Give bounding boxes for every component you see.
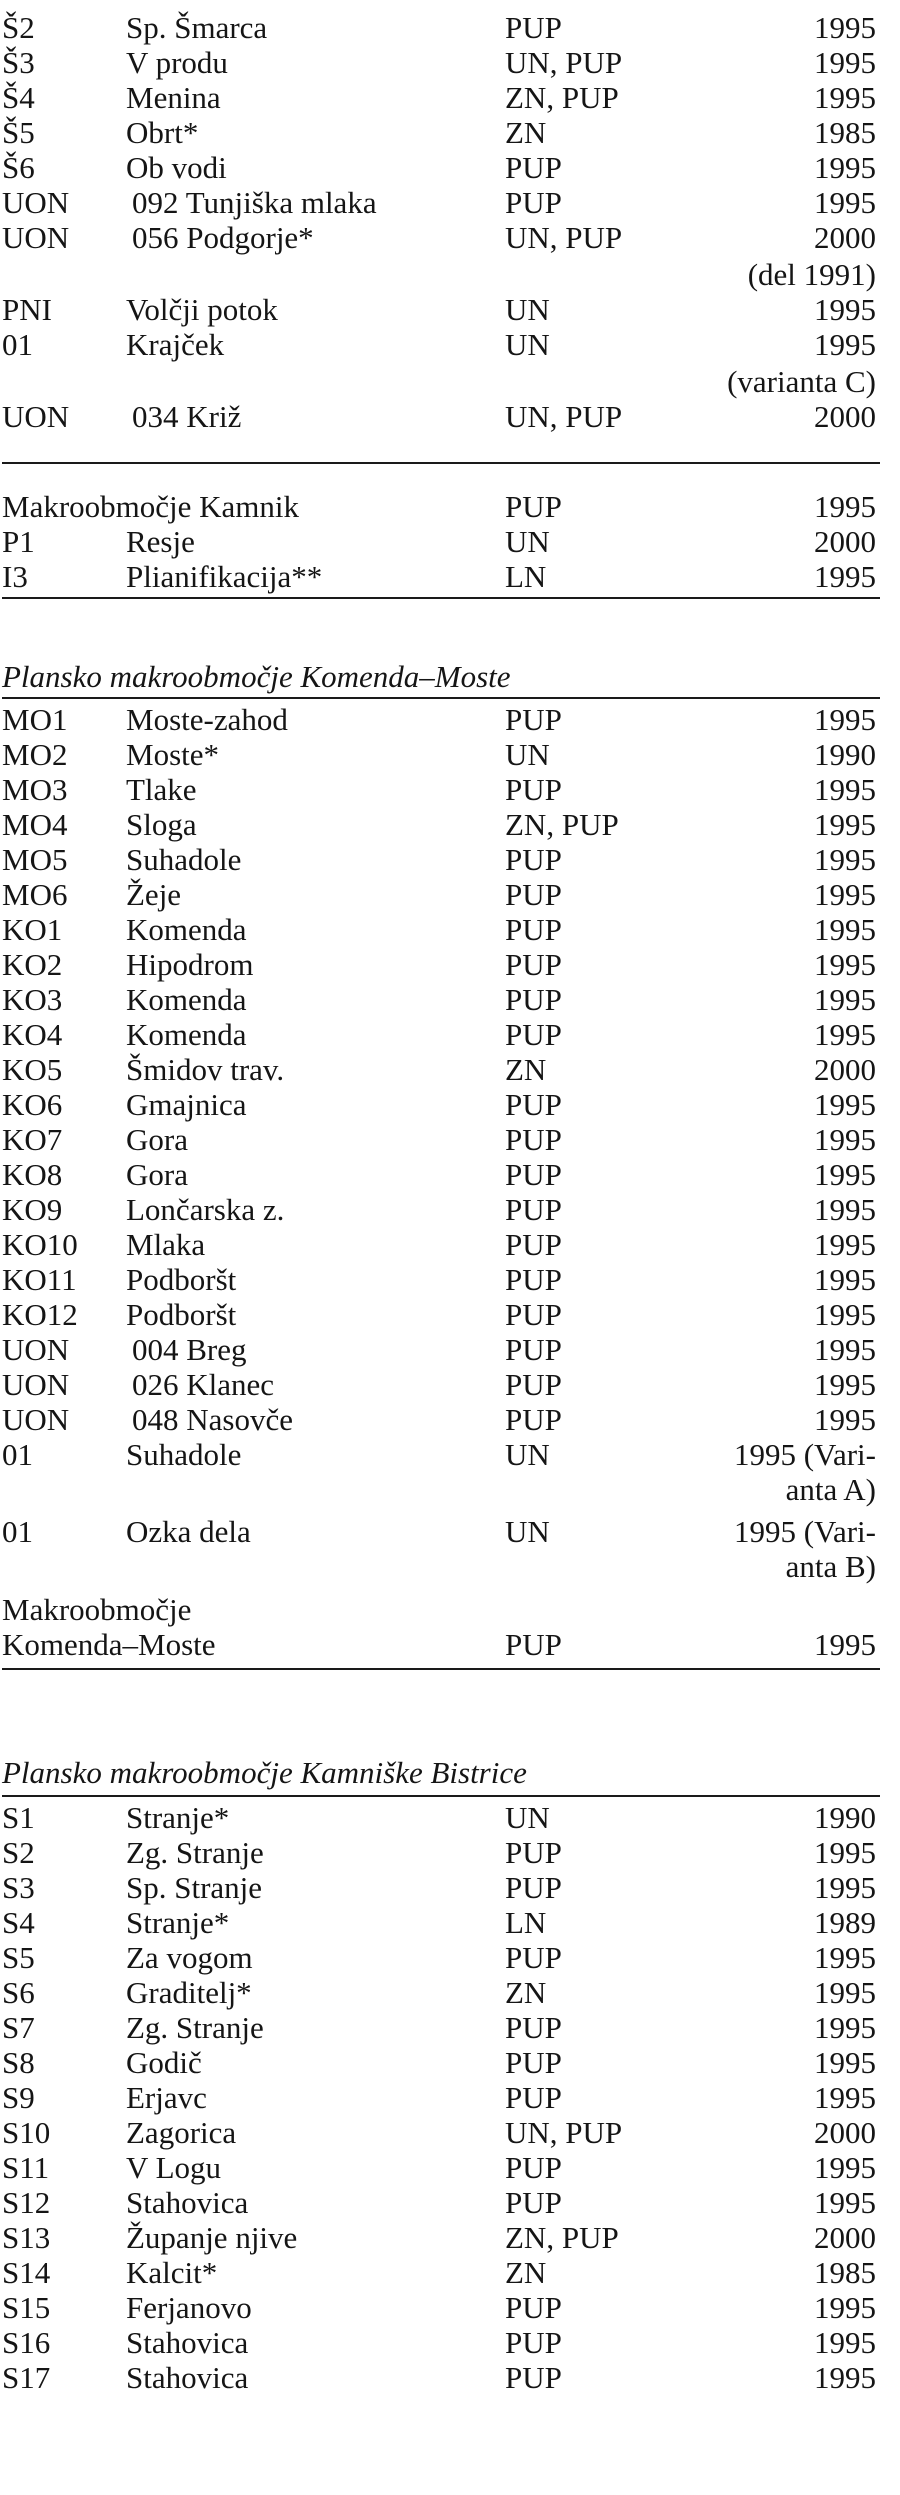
row-year: 1990 [814, 1800, 876, 1835]
row-year: 2000 [814, 399, 876, 434]
table-row [0, 489, 900, 524]
row-year: 1995 [814, 2185, 876, 2220]
table-row [0, 947, 900, 982]
row-code: KO10 [2, 1227, 78, 1262]
row-code: MO2 [2, 737, 68, 772]
row-year: 1995 [814, 80, 876, 115]
row-code: S1 [2, 1800, 35, 1835]
table-row [0, 1262, 900, 1297]
row-year: 1995 [814, 2150, 876, 2185]
table-row [0, 772, 900, 807]
row-code: P1 [2, 524, 35, 559]
row-type: UN, PUP [505, 220, 623, 255]
row-code: S9 [2, 2080, 35, 2115]
table-row [0, 1192, 900, 1227]
row-year: 1995 [814, 982, 876, 1017]
divider [2, 462, 880, 464]
row-name: Resje [126, 524, 195, 559]
row-name: Zagorica [126, 2115, 237, 2150]
row-year: 2000 [814, 220, 876, 255]
table-row [0, 1870, 900, 1905]
row-year: 1995 [814, 842, 876, 877]
table-row [0, 2255, 900, 2290]
table-row [0, 702, 900, 737]
row-year: 1995 [814, 1402, 876, 1437]
row-code: KO6 [2, 1087, 63, 1122]
row-note: anta A) [785, 1472, 876, 1507]
table-row [0, 1402, 900, 1437]
table-row [0, 327, 900, 362]
row-type: PUP [505, 1192, 562, 1227]
table-row [0, 2115, 900, 2150]
row-code: KO3 [2, 982, 63, 1017]
row-code: S10 [2, 2115, 51, 2150]
row-name: Graditelj* [126, 1975, 252, 2010]
row-type: UN [505, 524, 550, 559]
row-type: PUP [505, 2045, 562, 2080]
row-name: Komenda [126, 1017, 247, 1052]
table-row [0, 524, 900, 559]
row-year: 1995 [814, 1367, 876, 1402]
row-year: 2000 [814, 1052, 876, 1087]
row-year: 1985 [814, 115, 876, 150]
row-year: 1995 [814, 772, 876, 807]
row-type: PUP [505, 772, 562, 807]
macro-label-line1: Makroobmočje [2, 1592, 192, 1627]
row-code: S5 [2, 1940, 35, 1975]
row-name: Tlake [126, 772, 197, 807]
table-row [0, 220, 900, 255]
row-name: Makroobmočje Kamnik [2, 489, 300, 524]
table-row [0, 1157, 900, 1192]
row-type: PUP [505, 1297, 562, 1332]
row-code: 01 [2, 1514, 33, 1549]
table-row [0, 1437, 900, 1472]
row-code: KO1 [2, 912, 63, 947]
row-name: Komenda [126, 982, 247, 1017]
row-type: PUP [505, 2150, 562, 2185]
row-code: KO2 [2, 947, 63, 982]
row-name: Stahovica [126, 2325, 249, 2360]
row-type: PUP [505, 2010, 562, 2045]
row-type: PUP [505, 2080, 562, 2115]
row-year: 1995 [814, 1122, 876, 1157]
row-year: 1995 [814, 1835, 876, 1870]
table-row [0, 2185, 900, 2220]
row-code: KO4 [2, 1017, 63, 1052]
row-year: 1995 [814, 1975, 876, 2010]
row-name: Lončarska z. [126, 1192, 285, 1227]
row-code: KO11 [2, 1262, 77, 1297]
row-type: PUP [505, 1627, 562, 1662]
row-code: Š4 [2, 80, 35, 115]
row-year: 2000 [814, 2115, 876, 2150]
table-row [0, 2360, 900, 2395]
row-year: 1995 [814, 1017, 876, 1052]
row-code: MO1 [2, 702, 68, 737]
table-row [0, 2325, 900, 2360]
row-year: 1995 [814, 947, 876, 982]
table-row [0, 1227, 900, 1262]
table-row [0, 2045, 900, 2080]
row-name: Zg. Stranje [126, 1835, 264, 1870]
row-year: 1995 [814, 912, 876, 947]
table-row [0, 1800, 900, 1835]
row-year: 1995 [814, 702, 876, 737]
row-code: UON [2, 185, 70, 220]
heading-rule [2, 697, 880, 699]
table-row [0, 1332, 900, 1367]
row-type: PUP [505, 982, 562, 1017]
section-end-rule [2, 597, 880, 599]
row-year: 2000 [814, 2220, 876, 2255]
row-type: UN, PUP [505, 45, 623, 80]
row-code: S7 [2, 2010, 35, 2045]
table-row [0, 807, 900, 842]
row-code: S11 [2, 2150, 50, 2185]
row-type: PUP [505, 1017, 562, 1052]
row-year: 1995 [814, 45, 876, 80]
row-year: 1995 [814, 2045, 876, 2080]
row-code: MO6 [2, 877, 68, 912]
row-year: 1995 [814, 877, 876, 912]
table-row [0, 2010, 900, 2045]
row-type: UN [505, 1437, 550, 1472]
row-code: MO3 [2, 772, 68, 807]
row-name: Žeje [126, 877, 182, 912]
row-note: (del 1991) [747, 257, 876, 292]
table-row [0, 1122, 900, 1157]
table-row [0, 1017, 900, 1052]
row-type: LN [505, 1905, 547, 1940]
row-code: KO5 [2, 1052, 63, 1087]
row-name: Volčji potok [126, 292, 278, 327]
row-type: UN, PUP [505, 399, 623, 434]
row-code: Š3 [2, 45, 35, 80]
row-code: UON [2, 1402, 70, 1437]
row-name: Podboršt [126, 1262, 237, 1297]
row-year: 1995 [814, 2360, 876, 2395]
row-type: PUP [505, 2360, 562, 2395]
row-name: Stranje* [126, 1800, 230, 1835]
row-code: UON [2, 1332, 70, 1367]
row-code: Š5 [2, 115, 35, 150]
table-row [0, 1627, 900, 1662]
table-row [0, 150, 900, 185]
row-name: Moste* [126, 737, 219, 772]
row-type: UN [505, 1514, 550, 1549]
section-end-rule [2, 1668, 880, 1670]
row-name: Stahovica [126, 2185, 249, 2220]
row-code: S16 [2, 2325, 51, 2360]
row-name: Sp. Stranje [126, 1870, 263, 1905]
row-type: PUP [505, 842, 562, 877]
row-code: KO7 [2, 1122, 63, 1157]
row-year: 1995 [814, 2290, 876, 2325]
row-type: PUP [505, 1835, 562, 1870]
section-heading: Plansko makroobmočje Komenda–Moste [2, 659, 511, 694]
table-row [0, 877, 900, 912]
row-type: PUP [505, 877, 562, 912]
row-type: UN [505, 292, 550, 327]
table-row [0, 2290, 900, 2325]
row-code: S4 [2, 1905, 35, 1940]
row-name: Podboršt [126, 1297, 237, 1332]
row-name: Za vogom [126, 1940, 253, 1975]
row-type: PUP [505, 1332, 562, 1367]
row-name: Erjavc [126, 2080, 207, 2115]
row-type: LN [505, 559, 547, 594]
row-name: Ozka dela [126, 1514, 251, 1549]
table-row [0, 10, 900, 45]
row-type: PUP [505, 185, 562, 220]
row-code: S8 [2, 2045, 35, 2080]
row-name: Suhadole [126, 842, 242, 877]
row-year: 1995 (Vari- [733, 1437, 876, 1472]
table-row [0, 292, 900, 327]
row-code: S17 [2, 2360, 51, 2395]
row-year: 1995 [814, 292, 876, 327]
row-code: S13 [2, 2220, 51, 2255]
table-row [0, 1052, 900, 1087]
row-name: Županje njive [126, 2220, 298, 2255]
row-year: 1995 [814, 1627, 876, 1662]
macro-label-line2: Komenda–Moste [2, 1627, 216, 1662]
row-type: PUP [505, 150, 562, 185]
row-code: S6 [2, 1975, 35, 2010]
heading-rule [2, 1795, 880, 1797]
row-year: 1995 (Vari- [733, 1514, 876, 1549]
row-name: Obrt* [126, 115, 199, 150]
row-name: Gora [126, 1157, 188, 1192]
row-name: V produ [126, 45, 228, 80]
row-name: Plianifikacija** [126, 559, 323, 594]
row-type: PUP [505, 489, 562, 524]
table-row [0, 115, 900, 150]
row-year: 1995 [814, 1087, 876, 1122]
row-name: Komenda [126, 912, 247, 947]
row-name: Sp. Šmarca [126, 10, 268, 45]
table-row [0, 185, 900, 220]
row-type: ZN [505, 115, 547, 150]
row-code: S3 [2, 1870, 35, 1905]
table-row [0, 1514, 900, 1549]
section-heading: Plansko makroobmočje Kamniške Bistrice [2, 1755, 527, 1790]
row-year: 1995 [814, 10, 876, 45]
table-row [0, 2150, 900, 2185]
table-row [0, 982, 900, 1017]
table-row [0, 80, 900, 115]
row-year: 1995 [814, 559, 876, 594]
row-type: PUP [505, 1157, 562, 1192]
row-name: Ferjanovo [126, 2290, 252, 2325]
table-row [0, 842, 900, 877]
row-type: PUP [505, 702, 562, 737]
row-name: Suhadole [126, 1437, 242, 1472]
row-type: PUP [505, 912, 562, 947]
table-row [0, 1905, 900, 1940]
row-name: 048 Nasovče [132, 1402, 293, 1437]
row-year: 1985 [814, 2255, 876, 2290]
table-row [0, 1835, 900, 1870]
row-year: 1995 [814, 1227, 876, 1262]
row-type: PUP [505, 1367, 562, 1402]
row-type: PUP [505, 1940, 562, 1975]
row-type: ZN, PUP [505, 807, 619, 842]
row-year: 1995 [814, 1870, 876, 1905]
row-code: Š6 [2, 150, 35, 185]
row-name: Stahovica [126, 2360, 249, 2395]
row-name: 034 Križ [132, 399, 242, 434]
row-year: 2000 [814, 524, 876, 559]
row-type: ZN, PUP [505, 80, 619, 115]
row-type: PUP [505, 1227, 562, 1262]
row-type: ZN [505, 1052, 547, 1087]
row-name: Zg. Stranje [126, 2010, 264, 2045]
row-code: UON [2, 220, 70, 255]
table-row [0, 1592, 900, 1627]
row-code: KO8 [2, 1157, 63, 1192]
row-code: MO5 [2, 842, 68, 877]
table-row [0, 2220, 900, 2255]
row-code: I3 [2, 559, 28, 594]
row-name: 004 Breg [132, 1332, 247, 1367]
row-code: 01 [2, 1437, 33, 1472]
row-year: 1995 [814, 1157, 876, 1192]
row-code: S14 [2, 2255, 51, 2290]
row-type: PUP [505, 10, 562, 45]
row-type: ZN [505, 2255, 547, 2290]
table-row [0, 1975, 900, 2010]
row-code: S12 [2, 2185, 51, 2220]
row-type: PUP [505, 947, 562, 982]
row-code: Š2 [2, 10, 35, 45]
table-row [0, 1940, 900, 1975]
row-type: PUP [505, 2290, 562, 2325]
row-code: UON [2, 399, 70, 434]
row-year: 1995 [814, 150, 876, 185]
table-row [0, 912, 900, 947]
row-code: PNI [2, 292, 52, 327]
row-type: PUP [505, 1262, 562, 1297]
row-note: (varianta C) [727, 364, 876, 399]
table-row [0, 737, 900, 772]
row-code: UON [2, 1367, 70, 1402]
row-name: Stranje* [126, 1905, 230, 1940]
row-type: PUP [505, 1402, 562, 1437]
table-row [0, 1367, 900, 1402]
row-name: Moste-zahod [126, 702, 288, 737]
row-year: 1995 [814, 2010, 876, 2045]
row-code: S15 [2, 2290, 51, 2325]
row-name: Mlaka [126, 1227, 206, 1262]
row-year: 1995 [814, 2325, 876, 2360]
row-name: 092 Tunjiška mlaka [132, 185, 377, 220]
row-name: V Logu [126, 2150, 222, 2185]
row-name: Gora [126, 1122, 188, 1157]
row-name: Krajček [126, 327, 225, 362]
row-year: 1989 [814, 1905, 876, 1940]
table-row [0, 559, 900, 594]
row-code: KO9 [2, 1192, 63, 1227]
row-type: PUP [505, 1122, 562, 1157]
row-name: Gmajnica [126, 1087, 247, 1122]
table-row [0, 1087, 900, 1122]
row-note: anta B) [785, 1549, 876, 1584]
row-name: Menina [126, 80, 221, 115]
row-type: UN [505, 1800, 550, 1835]
row-year: 1995 [814, 1262, 876, 1297]
row-year: 1995 [814, 489, 876, 524]
row-year: 1995 [814, 1332, 876, 1367]
row-name: Godič [126, 2045, 202, 2080]
row-type: UN, PUP [505, 2115, 623, 2150]
row-code: 01 [2, 327, 33, 362]
row-name: Sloga [126, 807, 197, 842]
row-code: MO4 [2, 807, 68, 842]
table-row [0, 399, 900, 434]
row-year: 1995 [814, 807, 876, 842]
row-year: 1995 [814, 327, 876, 362]
table-row [0, 2080, 900, 2115]
row-code: S2 [2, 1835, 35, 1870]
table-row [0, 1297, 900, 1332]
row-type: UN [505, 327, 550, 362]
row-type: PUP [505, 1087, 562, 1122]
row-name: Ob vodi [126, 150, 227, 185]
row-type: UN [505, 737, 550, 772]
row-year: 1995 [814, 2080, 876, 2115]
row-year: 1995 [814, 1297, 876, 1332]
row-year: 1995 [814, 1940, 876, 1975]
row-name: Šmidov trav. [126, 1052, 285, 1087]
row-type: ZN [505, 1975, 547, 2010]
row-type: PUP [505, 1870, 562, 1905]
row-code: KO12 [2, 1297, 78, 1332]
row-year: 1990 [814, 737, 876, 772]
table-row [0, 45, 900, 80]
row-type: PUP [505, 2325, 562, 2360]
row-year: 1995 [814, 185, 876, 220]
row-type: PUP [505, 2185, 562, 2220]
row-name: Hipodrom [126, 947, 254, 982]
row-name: 056 Podgorje* [132, 220, 314, 255]
row-name: Kalcit* [126, 2255, 218, 2290]
row-type: ZN, PUP [505, 2220, 619, 2255]
row-year: 1995 [814, 1192, 876, 1227]
row-name: 026 Klanec [132, 1367, 275, 1402]
